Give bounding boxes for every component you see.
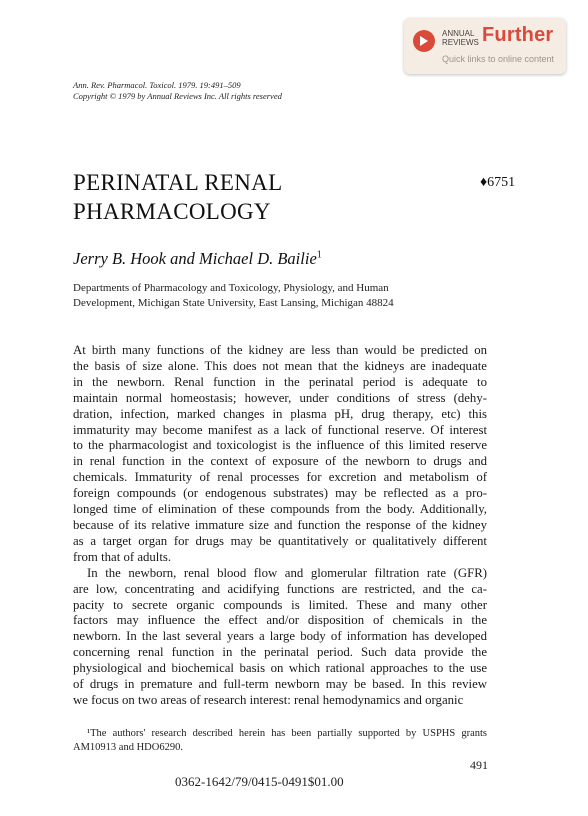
text-line: pacity to secrete organic compounds is limited. These and many other (73, 597, 487, 612)
body-text (73, 343, 487, 709)
text-line: dration, infection, marked changes in plasma pH, drug therapy, etc) this (73, 406, 487, 421)
further-label: Further (482, 24, 554, 46)
citation-line-1: Ann. Rev. Pharmacol. Toxicol. 1979. 19:491–509 (73, 80, 241, 90)
text-line: maintain normal homeostasis; however, under conditions of stress (dehy- (73, 390, 487, 405)
text-line: concerning renal function in the perinatal period. Such data provide the (73, 645, 487, 660)
text-line: in the newborn. Renal function in the perinatal period is adequate to (73, 374, 487, 389)
text-line: newborn. In the last several years a large body of information has developed (73, 629, 487, 644)
authors-text: Jerry B. Hook and Michael D. Bailie (73, 249, 317, 268)
text-line: chemicals. Immaturity of renal processes for excretion and metabolism of (73, 470, 487, 485)
affiliation-line-1: Departments of Pharmacology and Toxicology, Physiology, and Human (73, 282, 389, 294)
arrow-icon (413, 30, 435, 52)
text-line: factors may influence the effect and/or disposition of chemicals in the (73, 613, 487, 628)
text-line: because of its relative immature size and function the response of the kidney (73, 517, 487, 532)
footnote-line-2: AM10913 and HDO6290. (73, 742, 183, 753)
issn-price-line: 0362-1642/79/0415-0491$01.00 (175, 774, 344, 789)
brand-line-1: ANNUAL (442, 29, 475, 38)
affiliation-line-2: Development, Michigan State University, East Lansing, Michigan 48824 (73, 297, 394, 309)
text-line: to the pharmacologist and toxicologist is the influence of this limited reserve (73, 438, 487, 453)
text-line: the basis of size alone. This does not mean that the kidneys are inadequate (73, 358, 487, 373)
text-line: in renal function in the context of exposure of the newborn to drugs and (73, 454, 487, 469)
text-line: we focus on two areas of research interest: renal hemodynamics and organic (73, 692, 464, 707)
title-line-1: PERINATAL RENAL (73, 170, 283, 195)
brand-line-2: REVIEWS (442, 38, 479, 47)
citation-line-2: Copyright © 1979 by Annual Reviews Inc. All rights reserved (73, 91, 282, 101)
footnote-marker: 1 (316, 249, 322, 261)
further-subtitle: Quick links to online content (442, 54, 555, 64)
author-names (73, 249, 322, 269)
title-line-2: PHARMACOLOGY (73, 199, 271, 224)
text-line: In the newborn, renal blood flow and glomerular filtration rate (GFR) (87, 565, 487, 580)
journal-citation (73, 80, 282, 102)
page-number: 491 (470, 758, 488, 772)
paragraph-2 (73, 566, 487, 709)
further-badge[interactable] (404, 18, 566, 74)
text-line: immaturity may become manifest as a lack of functional reserve. Of interest (73, 422, 487, 437)
article-title (73, 168, 282, 226)
paragraph-1 (73, 343, 487, 566)
text-line: physiological and biochemical basis on which rational approaches to the use (73, 661, 487, 676)
text-line: from that of adults. (73, 549, 172, 564)
article-code: ♦6751 (480, 175, 516, 190)
annual-reviews-logo (442, 29, 479, 47)
affiliation (73, 281, 493, 311)
footnote-line-1: ¹The authors' research described herein has been partially supported by USPHS grants (87, 728, 487, 739)
text-line: foreign compounds (or endogenous substrates) may be reflected as a pro- (73, 486, 487, 501)
text-line: as a target organ for drugs may be quantitatively or qualitatively different (73, 533, 487, 548)
text-line: longed time of elimination of these compounds from the body. Additionally, (73, 502, 487, 517)
text-line: are low, concentrating and acidifying functions are restricted, and the ca- (73, 581, 487, 596)
text-line: of drugs in premature and full-term newborn may be based. In this review (73, 677, 487, 692)
footnote (73, 727, 487, 755)
text-line: At birth many functions of the kidney are less than would be predicted on (73, 343, 487, 357)
